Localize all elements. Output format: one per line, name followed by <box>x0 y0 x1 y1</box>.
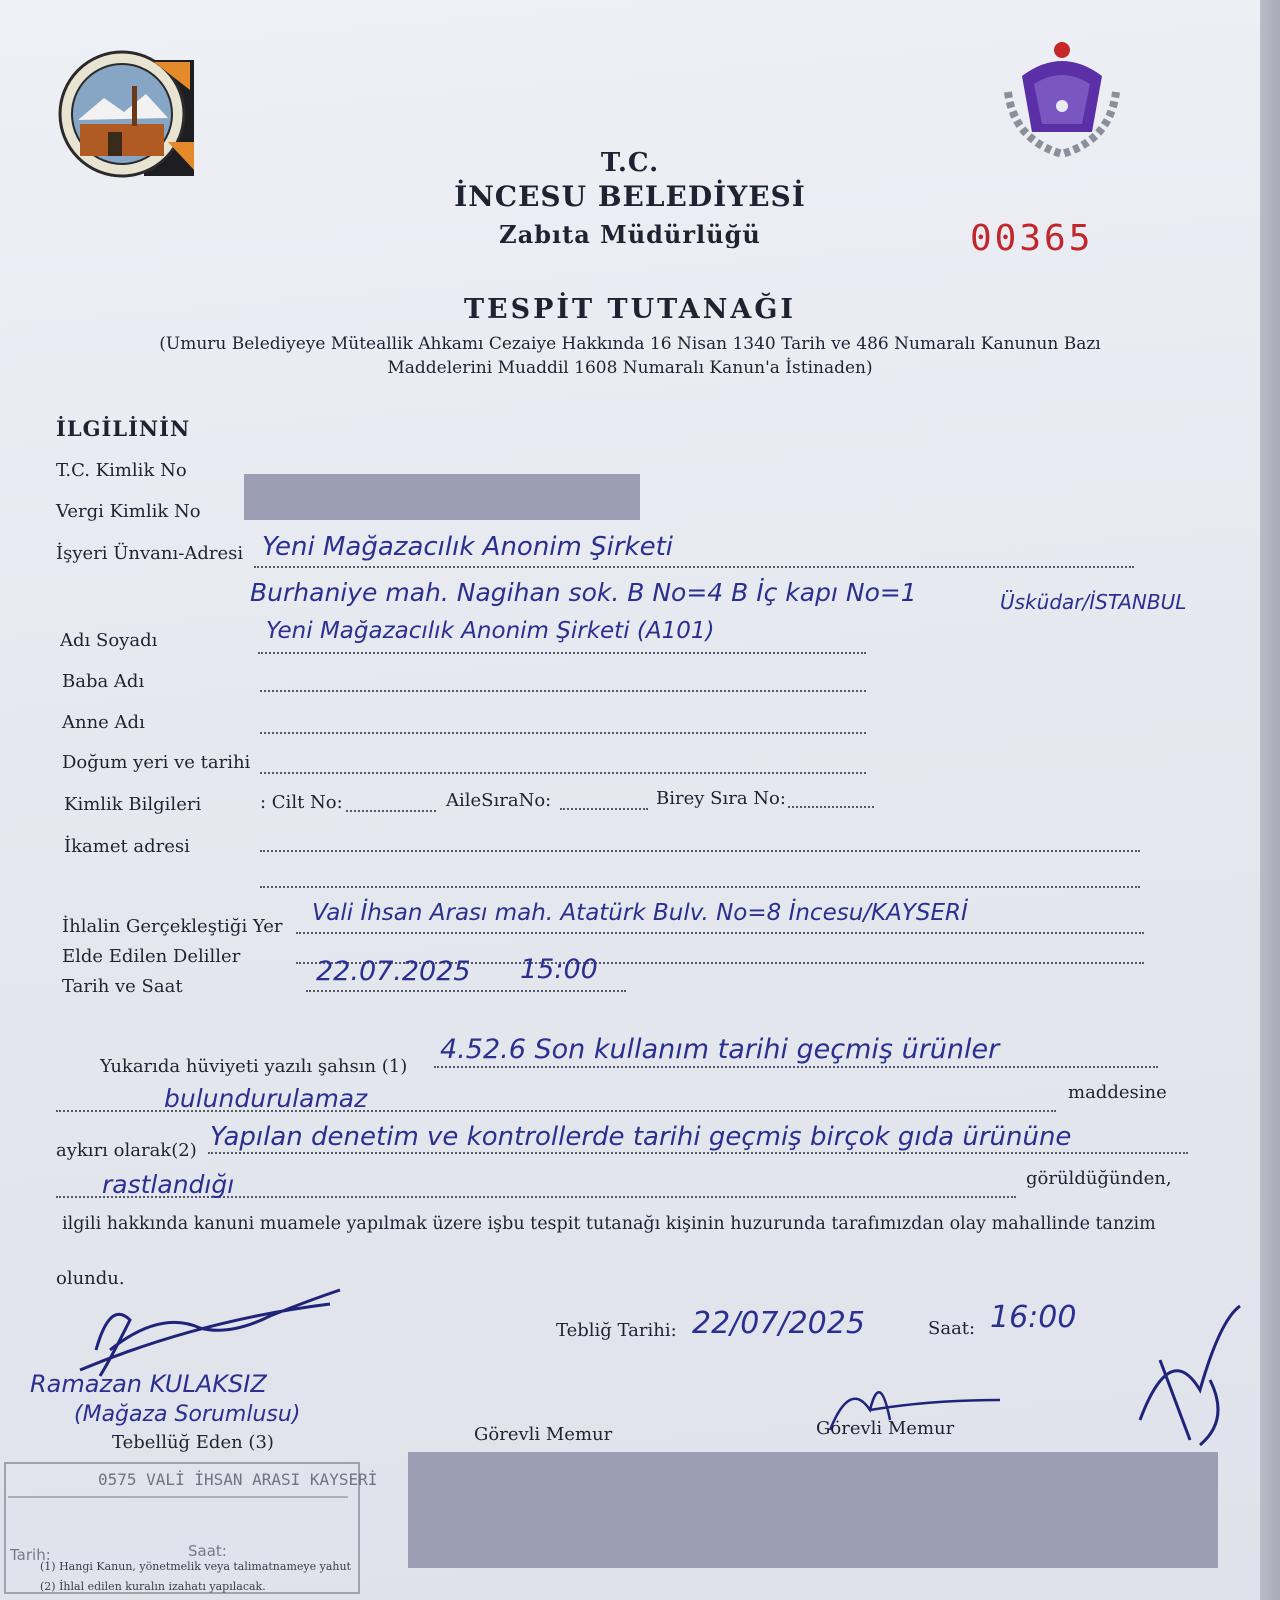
stamp-tarih: Tarih: <box>10 1546 51 1564</box>
footnote-2: (2) İhlal edilen kuralın izahatı yapılacak. <box>40 1580 266 1593</box>
body-dotline-1 <box>434 1066 1158 1068</box>
body-text-2: maddesine <box>1068 1082 1167 1103</box>
signature-gorevli-right <box>1130 1300 1250 1450</box>
cilt-no-dotline <box>346 810 436 812</box>
tebellug-eden-label: Tebellüğ Eden (3) <box>112 1432 274 1453</box>
body-hand-4: rastlandığı <box>102 1170 235 1199</box>
stamp-line-1: 0575 VALİ İHSAN ARASI KAYSERİ <box>98 1470 378 1489</box>
body-hand-1: 4.52.6 Son kullanım tarihi geçmiş ürünler <box>440 1034 1000 1065</box>
isyeri-label: İşyeri Ünvanı-Adresi <box>56 543 244 564</box>
isyeri-value-3: Üsküdar/İSTANBUL <box>1000 590 1187 614</box>
baba-adi-label: Baba Adı <box>62 671 145 692</box>
teblig-saat-label: Saat: <box>928 1318 976 1339</box>
ikamet-dotline-2 <box>260 886 1140 888</box>
birey-sira-dotline <box>788 806 874 808</box>
kimlik-label: Kimlik Bilgileri <box>64 794 202 815</box>
signer-name: Ramazan KULAKSIZ <box>30 1370 267 1398</box>
aile-sira-label: AileSıraNo: <box>446 790 552 811</box>
cilt-no-label: : Cilt No: <box>260 792 343 813</box>
footnote-1: (1) Hangi Kanun, yönetmelik veya talimatnameye yahut <box>40 1560 351 1573</box>
ihlal-yer-dotline <box>296 932 1144 934</box>
isyeri-dotline <box>254 566 1134 568</box>
saat-value: 15:00 <box>520 954 598 985</box>
header-municipality: İNCESU BELEDİYESİ <box>454 180 806 213</box>
redacted-officer-info <box>408 1452 1218 1568</box>
signer-role: (Mağaza Sorumlusu) <box>74 1402 301 1427</box>
adi-soyadi-label: Adı Soyadı <box>60 630 158 651</box>
serial-number: 00365 <box>970 218 1094 259</box>
ihlal-yer-value: Vali İhsan Arası mah. Atatürk Bulv. No=8 İncesu/KAYSERİ <box>312 900 968 926</box>
ikamet-label: İkamet adresi <box>64 836 190 857</box>
ikamet-dotline-1 <box>260 850 1140 852</box>
anne-adi-label: Anne Adı <box>62 712 145 733</box>
section-heading: İLGİLİNİN <box>56 416 191 441</box>
redacted-id-numbers <box>244 474 640 520</box>
tarih-saat-dotline <box>306 990 626 992</box>
birey-sira-label: Birey Sıra No: <box>656 788 786 809</box>
stamp-saat: Saat: <box>188 1542 227 1560</box>
vergi-kimlik-label: Vergi Kimlik No <box>56 501 201 522</box>
aile-sira-dotline <box>560 808 648 810</box>
dogum-dotline <box>260 772 866 774</box>
signature-gorevli-2 <box>810 1370 1010 1440</box>
body-text-1: Yukarıda hüviyeti yazılı şahsın (1) <box>100 1056 408 1077</box>
tarih-saat-label: Tarih ve Saat <box>62 976 183 997</box>
body-text-6: olundu. <box>56 1268 125 1289</box>
baba-adi-dotline <box>260 690 866 692</box>
tarih-value: 22.07.2025 <box>316 956 471 987</box>
deliller-label: Elde Edilen Deliller <box>62 946 241 967</box>
document-subtitle-2: Maddelerini Muaddil 1608 Numaralı Kanun'a İstinaden) <box>387 358 873 378</box>
body-hand-2: bulundurulamaz <box>164 1084 368 1113</box>
body-dotline-3 <box>208 1152 1188 1154</box>
gorevli-memur-1: Görevli Memur <box>474 1424 613 1445</box>
paper-edge <box>1260 0 1280 1600</box>
ihlal-yer-label: İhlalin Gerçekleştiği Yer <box>62 916 283 937</box>
body-text-4: görüldüğünden, <box>1026 1168 1172 1189</box>
document-subtitle-1: (Umuru Belediyeye Müteallik Ahkamı Cezaiye Hakkında 16 Nisan 1340 Tarih ve 486 Numaralı Kanunun Bazı <box>159 334 1101 354</box>
body-text-3: aykırı olarak(2) <box>56 1140 197 1161</box>
zabita-emblem <box>994 36 1130 162</box>
stamp-divider <box>8 1496 348 1498</box>
isyeri-value-1: Yeni Mağazacılık Anonim Şirketi <box>262 532 674 562</box>
adi-soyadi-dotline <box>258 652 866 654</box>
teblig-tarihi-value: 22/07/2025 <box>692 1306 865 1341</box>
teblig-tarihi-label: Tebliğ Tarihi: <box>556 1320 677 1341</box>
anne-adi-dotline <box>260 732 866 734</box>
header-tc: T.C. <box>600 148 660 178</box>
tc-kimlik-label: T.C. Kimlik No <box>56 460 187 481</box>
header-department: Zabıta Müdürlüğü <box>499 220 761 249</box>
adi-soyadi-value: Yeni Mağazacılık Anonim Şirketi (A101) <box>266 618 715 644</box>
dogum-label: Doğum yeri ve tarihi <box>62 752 251 773</box>
isyeri-value-2: Burhaniye mah. Nagihan sok. B No=4 B İç kapı No=1 <box>250 578 917 607</box>
teblig-saat-value: 16:00 <box>990 1300 1077 1335</box>
body-text-5: ilgili hakkında kanuni muamele yapılmak üzere işbu tespit tutanağı kişinin huzurunda tarafımızdan olay mahallinde tanzim <box>62 1214 1156 1234</box>
body-hand-3: Yapılan denetim ve kontrollerde tarihi geçmiş birçok gıda ürününe <box>210 1122 1072 1152</box>
gorevli-memur-2: Görevli Memur <box>816 1418 955 1439</box>
document-title: TESPİT TUTANAĞI <box>463 294 797 325</box>
